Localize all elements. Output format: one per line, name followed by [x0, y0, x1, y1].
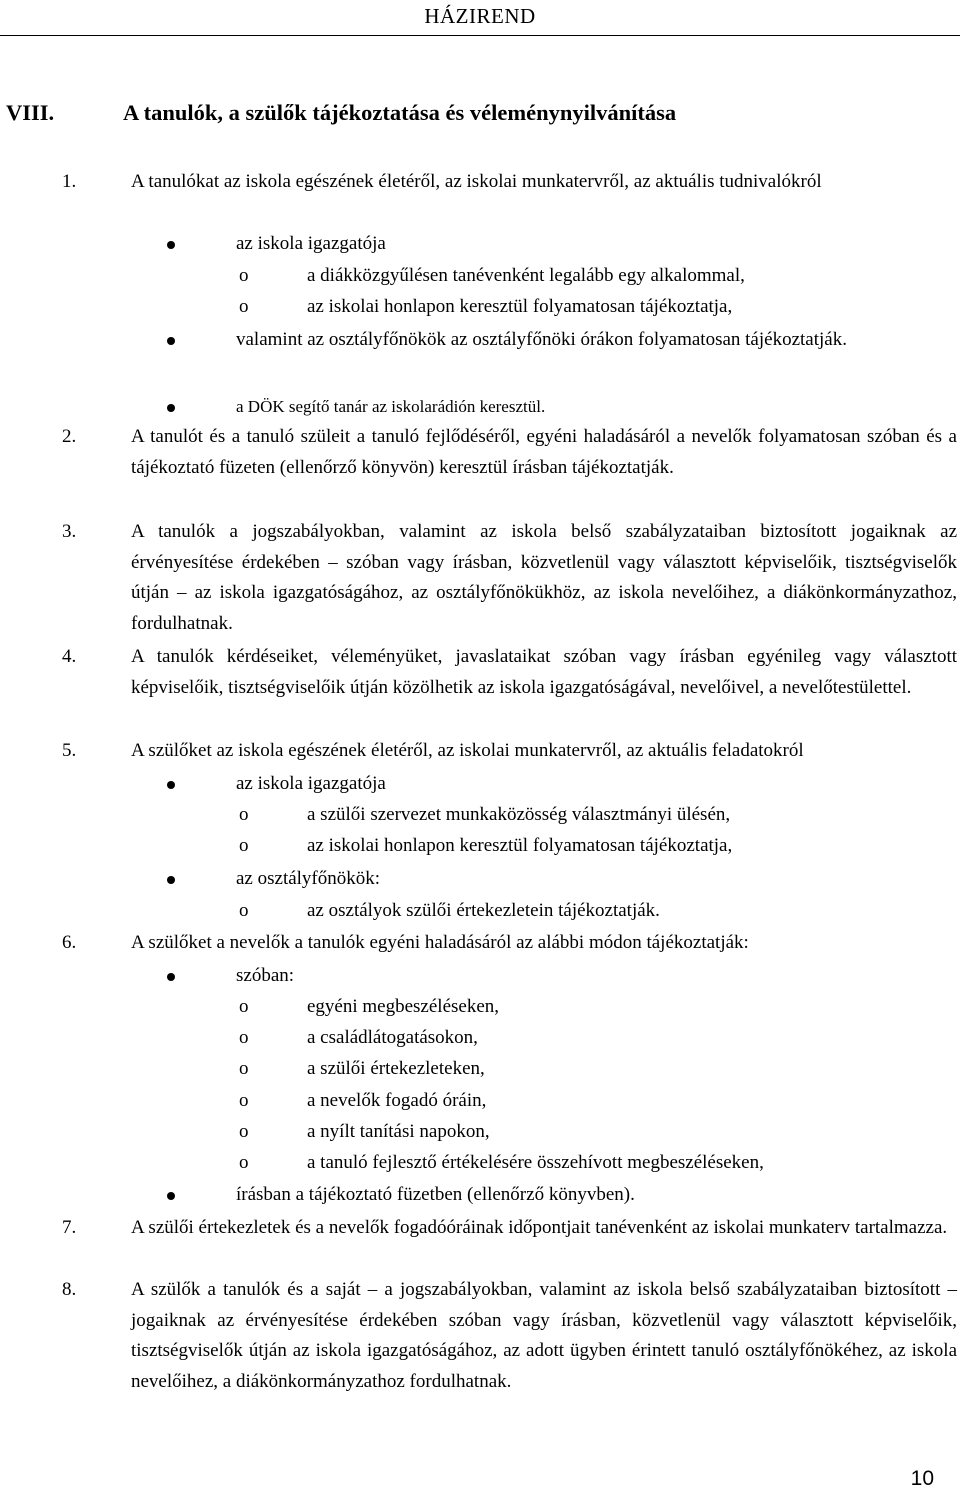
item-number: 4.: [62, 646, 77, 667]
circle-marker-icon: o: [239, 1152, 249, 1173]
item-number: 3.: [62, 521, 77, 542]
circle-marker-icon: o: [239, 1058, 249, 1079]
item-number: 5.: [62, 740, 77, 761]
page-number: 10: [910, 1467, 934, 1490]
item-number: 2.: [62, 426, 77, 447]
header-divider: [0, 35, 960, 36]
item-number: 7.: [62, 1217, 77, 1238]
item-text: A tanulókat az iskola egészének életéről, az iskolai munkatervről, az aktuális tudnivalókról: [131, 171, 822, 192]
bullet-icon: [167, 876, 175, 884]
bullet-icon: [167, 781, 175, 789]
chapter-title: A tanulók, a szülők tájékoztatása és véleménynyilvánítása: [123, 100, 677, 125]
circle-marker-icon: o: [239, 1121, 249, 1142]
item-text: A tanulók a jogszabályokban, valamint az iskola belső szabályzataiban biztosított jogaiknak az érvényesítése érdekében – szóban vagy írásban, közvetlenül vagy választott képviselőik, tisztségviselők útján – az iskola igazgatóságához, az osztályfőnökükhöz, az iskola nevelőihez, a diákönkormányzathoz, fordulhatnak.: [131, 521, 957, 634]
bullet-icon: [167, 337, 175, 345]
bullet-icon: [167, 241, 175, 249]
circle-marker-icon: o: [239, 1090, 249, 1111]
chapter-number: VIII.: [6, 100, 55, 125]
bullet-icon: [167, 973, 175, 981]
circle-marker-icon: o: [239, 1027, 249, 1048]
bullet-icon: [167, 404, 175, 412]
circle-marker-icon: o: [239, 804, 249, 825]
item-text: A szülői értekezletek és a nevelők fogadóóráinak időpontjait tanévenként az iskolai munkaterv tartalmazza.: [131, 1217, 948, 1238]
item-number: 6.: [62, 932, 77, 953]
item-number: 8.: [62, 1279, 77, 1300]
circle-marker-icon: o: [239, 900, 249, 921]
circle-marker-icon: o: [239, 265, 249, 286]
item-text: A szülőket a nevelők a tanulók egyéni haladásáról az alábbi módon tájékoztatják:: [131, 932, 749, 953]
circle-marker-icon: o: [239, 996, 249, 1017]
item-text: A tanulók kérdéseiket, véleményüket, javaslataikat szóban vagy írásban egyénileg vagy választott képviselőik, tisztségviselőik útján közölhetik az iskola igazgatóságával, nevelőivel, a nevelőtestülettel.: [131, 646, 957, 698]
bullet-icon: [167, 1192, 175, 1200]
item-text: A szülők a tanulók és a saját – a jogszabályokban, valamint az iskola belső szabályzataiban biztosított – jogaiknak az érvényesítése érdekében szóban vagy írásban, közvetlenül vagy választott képviselőik, tisztségviselők útján az iskola igazgatóságához, az adott ügyben érintett tanuló osztályfőnökéhez, az iskola nevelőihez, a diákönkormányzathoz fordulhatnak.: [131, 1279, 957, 1392]
circle-marker-icon: o: [239, 835, 249, 856]
circle-marker-icon: o: [239, 296, 249, 317]
item-text: A tanulót és a tanuló szüleit a tanuló fejlődéséről, egyéni haladásáról a nevelők folyamatosan szóban és a tájékoztató füzeten (ellenőrző könyvön) keresztül írásban tájékoztatják.: [131, 426, 957, 478]
page-header: HÁZIREND: [424, 4, 536, 28]
item-text: A szülőket az iskola egészének életéről, az iskolai munkatervről, az aktuális feladatokról: [131, 740, 804, 761]
item-number: 1.: [62, 171, 77, 192]
